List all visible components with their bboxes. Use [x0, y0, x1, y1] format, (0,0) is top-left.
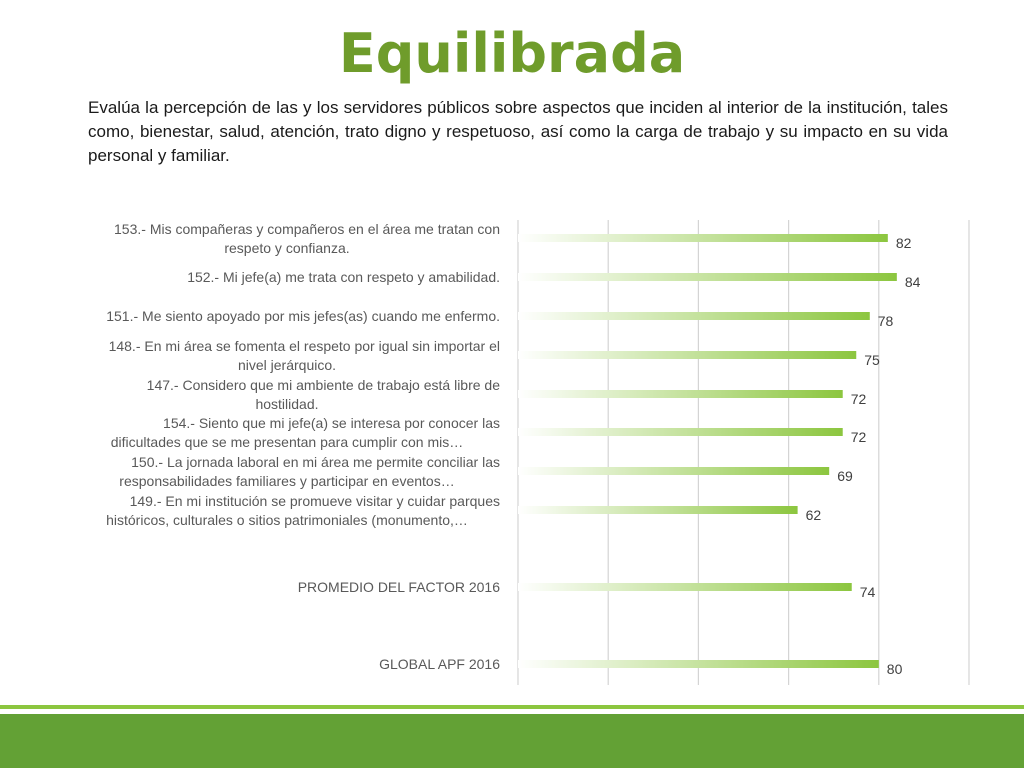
category-label-line: PROMEDIO DEL FACTOR 2016 — [297, 579, 500, 595]
category-label-line: históricos, culturales o sitios patrimoniales (monumento,… — [106, 512, 468, 528]
category-label-line: 149.- En mi institución se promueve visitar y cuidar parques — [129, 493, 500, 509]
category-label-line: 150.- La jornada laboral en mi área me permite conciliar las — [131, 454, 500, 470]
category-labels — [106, 221, 500, 672]
bar — [518, 428, 843, 436]
category-label-line: dificultades que se me presentan para cumplir con mis… — [110, 434, 464, 450]
value-labels — [806, 235, 921, 677]
category-label — [111, 415, 500, 450]
category-label-line: hostilidad. — [255, 396, 319, 412]
bar — [518, 351, 856, 359]
category-label-line: 148.- En mi área se fomenta el respeto por igual sin importar el — [108, 338, 500, 354]
bar-value-label: 84 — [904, 274, 921, 290]
bar — [518, 583, 852, 591]
category-label — [109, 338, 500, 373]
category-label — [114, 221, 500, 256]
bar — [518, 273, 897, 281]
bar — [518, 660, 879, 668]
category-label-line: responsabilidades familiares y participar en eventos… — [119, 473, 455, 489]
category-label-line: respeto y confianza. — [224, 240, 350, 256]
bar-value-label: 62 — [805, 507, 822, 523]
category-label-line: 154.- Siento que mi jefe(a) se interesa por conocer las — [163, 415, 500, 431]
category-label-line: 151.- Me siento apoyado por mis jefes(as) cuando me enfermo. — [106, 308, 500, 324]
category-label — [379, 656, 500, 672]
bar — [518, 234, 888, 242]
footer-bar — [0, 714, 1024, 768]
bars — [518, 234, 897, 668]
bar — [518, 390, 843, 398]
category-label-line: 153.- Mis compañeras y compañeros en el área me tratan con — [114, 221, 500, 237]
bar-value-label: 69 — [837, 468, 853, 484]
category-label — [147, 377, 501, 412]
bar — [518, 467, 829, 475]
page-title: Equilibrada — [338, 22, 686, 85]
bar-value-label: 75 — [864, 352, 880, 368]
category-label-line: GLOBAL APF 2016 — [379, 656, 500, 672]
bar-value-label: 80 — [886, 661, 903, 677]
gridlines — [518, 220, 969, 685]
category-label — [187, 269, 500, 285]
category-label — [119, 454, 500, 489]
bar-value-label: 78 — [877, 313, 894, 329]
page-description: Evalúa la percepción de las y los servidores públicos sobre aspectos que inciden al interior de la institución, tales como, bienestar, salud, atención, trato digno y respetuoso, así como la carga de trabajo y su impacto en su vida personal y familiar. — [88, 98, 948, 165]
bar-value-label: 82 — [895, 235, 912, 251]
bar — [518, 312, 870, 320]
bar-value-label: 74 — [859, 584, 876, 600]
category-label-line: 152.- Mi jefe(a) me trata con respeto y amabilidad. — [187, 269, 500, 285]
category-label — [106, 493, 500, 528]
category-label-line: nivel jerárquico. — [237, 357, 337, 373]
category-label-line: 147.- Considero que mi ambiente de trabajo está libre de — [146, 377, 500, 393]
bar-value-label: 72 — [850, 391, 867, 407]
category-label — [298, 579, 500, 595]
bar — [518, 506, 798, 514]
bar-chart — [0, 210, 1024, 690]
bar-value-label: 72 — [850, 429, 867, 445]
category-label — [106, 308, 500, 324]
